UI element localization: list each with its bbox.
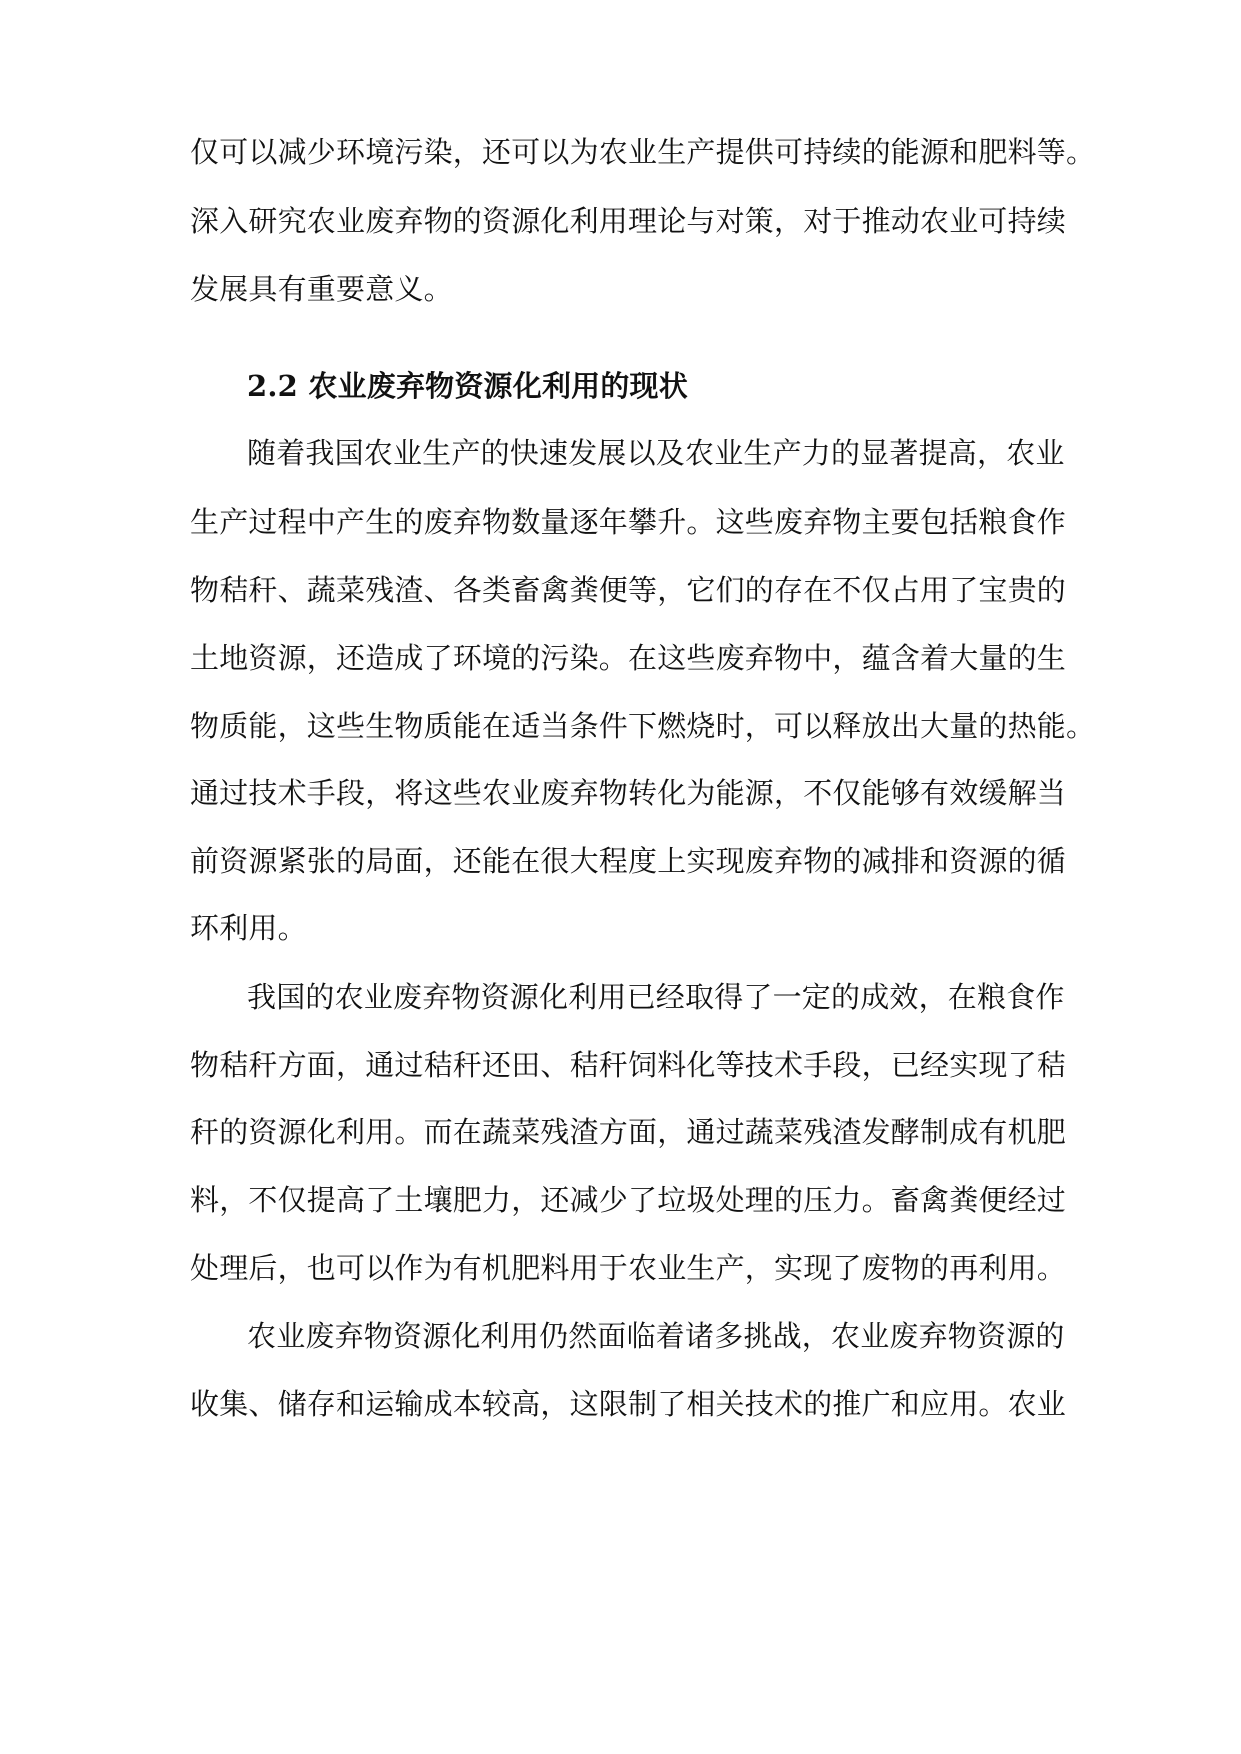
paragraph1-line-1: 随着我国农业生产的快速发展以及农业生产力的显著提高，农业 [247,436,1065,470]
paragraph2-line-3: 秆的资源化利用。而在蔬菜残渣方面，通过蔬菜残渣发酵制成有机肥 [190,1115,1067,1149]
intro-line-1: 仅可以减少环境污染，还可以为农业生产提供可持续的能源和肥料等。 [190,135,1096,169]
paragraph1-line-7: 前资源紧张的局面，还能在很大程度上实现废弃物的减排和资源的循 [190,844,1067,878]
paragraph2-line-1: 我国的农业废弃物资源化利用已经取得了一定的成效，在粮食作 [247,980,1065,1014]
paragraph3-line-2: 收集、储存和运输成本较高，这限制了相关技术的推广和应用。农业 [190,1387,1067,1421]
paragraph3-line-1: 农业废弃物资源化利用仍然面临着诸多挑战，农业废弃物资源的 [247,1319,1065,1353]
paragraph1-line-4: 土地资源，还造成了环境的污染。在这些废弃物中，蕴含着大量的生 [190,641,1067,675]
intro-line-3: 发展具有重要意义。 [190,272,453,306]
intro-line-2: 深入研究农业废弃物的资源化利用理论与对策，对于推动农业可持续 [190,204,1067,238]
paragraph1-line-3: 物秸秆、蔬菜残渣、各类畜禽粪便等，它们的存在不仅占用了宝贵的 [190,573,1067,607]
paragraph1-line-6: 通过技术手段，将这些农业废弃物转化为能源，不仅能够有效缓解当 [190,776,1067,810]
paragraph2-line-4: 料，不仅提高了土壤肥力，还减少了垃圾处理的压力。畜禽粪便经过 [190,1183,1067,1217]
paragraph1-line-8: 环利用。 [190,911,307,945]
section-heading: 2.2 农业废弃物资源化利用的现状 [247,369,688,403]
paragraph1-line-5: 物质能，这些生物质能在适当条件下燃烧时，可以释放出大量的热能。 [190,709,1096,743]
paragraph2-line-5: 处理后，也可以作为有机肥料用于农业生产，实现了废物的再利用。 [190,1251,1067,1285]
paragraph2-line-2: 物秸秆方面，通过秸秆还田、秸秆饲料化等技术手段，已经实现了秸 [190,1048,1067,1082]
paragraph1-line-2: 生产过程中产生的废弃物数量逐年攀升。这些废弃物主要包括粮食作 [190,505,1067,539]
